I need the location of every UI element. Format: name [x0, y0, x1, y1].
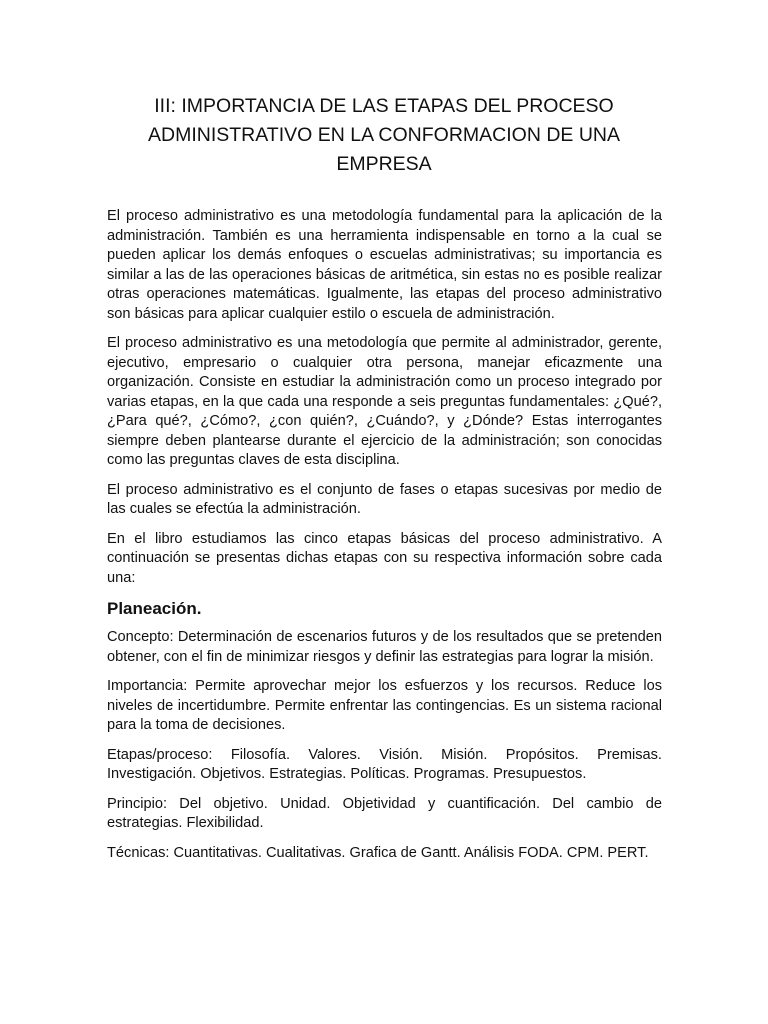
- planeacion-concepto: Concepto: Determinación de escenarios futuros y de los resultados que se pretenden obtener, con el fin de minimizar riesgos y definir las estrategias para lograr la misión.: [107, 629, 662, 665]
- planeacion-importancia: Importancia: Permite aprovechar mejor los esfuerzos y los recursos. Reduce los niveles de incertidumbre. Permite enfrentar las contingencias. Es un sistema racional para la toma de decisiones.: [107, 678, 662, 733]
- intro-paragraph-3: El proceso administrativo es el conjunto de fases o etapas sucesivas por medio de las cuales se efectúa la administración.: [107, 481, 662, 517]
- planeacion-tecnicas: Técnicas: Cuantitativas. Cualitativas. Grafica de Gantt. Análisis FODA. CPM. PERT.: [107, 844, 649, 861]
- planeacion-principio: Principio: Del objetivo. Unidad. Objetividad y cuantificación. Del cambio de estrategias. Flexibilidad.: [107, 795, 662, 831]
- title-line-1: III: IMPORTANCIA DE LAS ETAPAS DEL PROCESO: [154, 95, 614, 117]
- intro-paragraph-1: El proceso administrativo es una metodología fundamental para la aplicación de la administración. También es una herramienta indispensable en torno a la cual se pueden aplicar los demás enfoques o escuelas administrativas; su importancia es similar a las de las operaciones básicas de aritmética, sin estas no es posible realizar otras operaciones matemáticas. Igualmente, las etapas del proceso administrativo son básicas para aplicar cualquier estilo o escuela de administración.: [107, 208, 662, 322]
- section-heading-planeacion: Planeación.: [107, 599, 202, 618]
- intro-paragraph-2: El proceso administrativo es una metodología que permite al administrador, gerente, ejecutivo, empresario o cualquier otra persona, manejar eficazmente una organización. Consiste en estudiar la administración como un proceso integrado por varias etapas, en la que cada una responde a seis preguntas fundamentales: ¿Qué?, ¿Para qué?, ¿Cómo?, ¿con quién?, ¿Cuándo?, y ¿Dónde? Estas interrogantes siempre deben plantearse durante el ejercicio de la administración; son conocidas como las preguntas claves de esta disciplina.: [107, 335, 662, 468]
- planeacion-etapas: Etapas/proceso: Filosofía. Valores. Visión. Misión. Propósitos. Premisas. Investigación. Objetivos. Estrategias. Políticas. Programas. Presupuestos.: [107, 746, 662, 782]
- document-title: [100, 92, 668, 179]
- title-line-3: EMPRESA: [336, 153, 432, 175]
- document-body: [107, 207, 662, 873]
- title-line-2: ADMINISTRATIVO EN LA CONFORMACION DE UNA: [147, 124, 621, 146]
- intro-paragraph-4: En el libro estudiamos las cinco etapas básicas del proceso administrativo. A continuación se presentas dichas etapas con su respectiva información sobre cada una:: [107, 530, 662, 586]
